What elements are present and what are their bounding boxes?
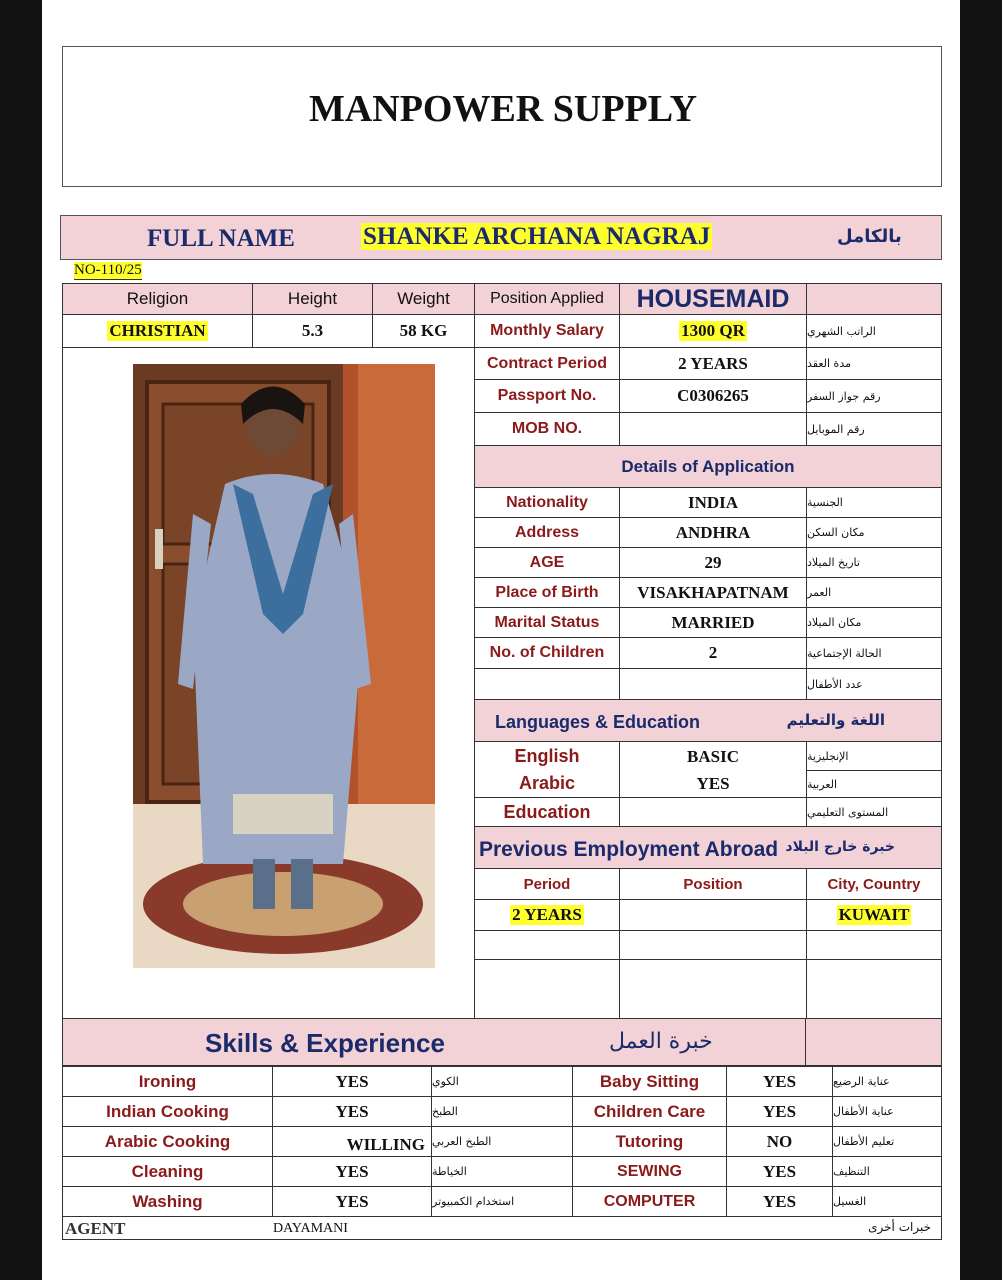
blank-detail-arabic: عدد الأطفال [806, 668, 942, 700]
employment-blank-2b [619, 959, 807, 1019]
passport-value: C0306265 [619, 379, 807, 413]
mobile-label: MOB NO. [474, 412, 620, 446]
english-value: BASIC [619, 741, 807, 771]
position-col-header: Position [619, 868, 807, 900]
contract-period-value: 2 YEARS [619, 347, 807, 380]
address-label: Address [474, 517, 620, 548]
age-label: AGE [474, 547, 620, 578]
employment-heading: Previous Employment Abroad [479, 838, 779, 861]
education-arabic: المستوى التعليمي [806, 797, 942, 827]
full-name-value [361, 223, 712, 251]
english-arabic: الإنجليزية [806, 741, 942, 771]
skill-children-care-arabic: عناية الأطفال [832, 1096, 942, 1127]
skill-baby-sitting-arabic: عناية الرضيع [832, 1066, 942, 1097]
monthly-salary-value: 1300 QR [681, 321, 745, 340]
education-label: Education [474, 797, 620, 827]
skill-baby-sitting-value: YES [726, 1066, 833, 1097]
monthly-salary-arabic: الراتب الشهري [806, 314, 942, 348]
details-heading: Details of Application [474, 445, 942, 488]
position-value: HOUSEMAID [619, 283, 807, 315]
employment-arabic: خبرة خارج البلاد [785, 839, 895, 855]
passport-arabic: رقم جواز السفر [806, 379, 942, 413]
nationality-value: INDIA [619, 487, 807, 518]
mobile-arabic: رقم الموبايل [806, 412, 942, 446]
skills-heading-divider [805, 1019, 806, 1067]
skills-arabic: خبرة العمل [609, 1029, 713, 1054]
contract-period-label: Contract Period [474, 347, 620, 380]
agent-label: AGENT [65, 1219, 126, 1238]
english-label: English [474, 741, 620, 771]
passport-label: Passport No. [474, 379, 620, 413]
address-value: ANDHRA [619, 517, 807, 548]
skill-cleaning-label: Cleaning [62, 1156, 273, 1187]
employment-heading-row [474, 826, 942, 869]
birthplace-label: Place of Birth [474, 577, 620, 608]
arabic-lang-label: Arabic [474, 770, 620, 798]
skill-computer-value: YES [726, 1186, 833, 1217]
marital-status-arabic: مكان الميلاد [806, 607, 942, 638]
skill-ironing-arabic: الكوي [431, 1066, 573, 1097]
city-value: KUWAIT [838, 905, 910, 924]
children-arabic: الحالة الإجتماعية [806, 637, 942, 669]
height-value: 5.3 [252, 314, 373, 348]
reference-number: NO-110/25 [74, 262, 142, 278]
height-header: Height [252, 283, 373, 315]
skills-heading-row [62, 1018, 942, 1066]
education-value [619, 797, 807, 827]
weight-value: 58 KG [372, 314, 475, 348]
arabic-lang-value: YES [619, 770, 807, 798]
skill-children-care-label: Children Care [572, 1096, 727, 1127]
skill-sewing-label: SEWING [572, 1156, 727, 1187]
full-name-text: SHANKE ARCHANA NAGRAJ [363, 223, 711, 250]
city-cell [806, 899, 942, 931]
languages-heading-row [474, 699, 942, 742]
employment-blank-1a [474, 930, 620, 960]
languages-heading: Languages & Education [495, 712, 701, 732]
employment-blank-1b [619, 930, 807, 960]
blank-detail-label [474, 668, 620, 700]
blank-detail-value [619, 668, 807, 700]
languages-arabic: اللغة والتعليم [786, 711, 885, 729]
skill-ironing-value: YES [272, 1066, 432, 1097]
skill-computer-label: COMPUTER [572, 1186, 727, 1217]
period-cell [474, 899, 620, 931]
skill-tutoring-arabic: تعليم الأطفال [832, 1126, 942, 1157]
full-name-label: FULL NAME [147, 225, 295, 252]
position-cell [619, 899, 807, 931]
skill-children-care-value: YES [726, 1096, 833, 1127]
period-value: 2 YEARS [512, 905, 582, 924]
skill-sewing-value: YES [726, 1156, 833, 1187]
children-value: 2 [619, 637, 807, 669]
title-box [62, 46, 942, 187]
skill-cleaning-arabic: الخياطة [431, 1156, 573, 1187]
skill-washing-arabic: استخدام الكمبيوتر [431, 1186, 573, 1217]
arabic-lang-arabic: العربية [806, 770, 942, 798]
marital-status-value: MARRIED [619, 607, 807, 638]
skill-arabic-cooking-arabic: الطبخ العربي [431, 1126, 573, 1157]
religion-header: Religion [62, 283, 253, 315]
children-label: No. of Children [474, 637, 620, 669]
nationality-arabic: الجنسية [806, 487, 942, 518]
monthly-salary-label: Monthly Salary [474, 314, 620, 348]
religion-value: CHRISTIAN [109, 321, 206, 340]
birthplace-arabic: العمر [806, 577, 942, 608]
name-row [60, 215, 942, 260]
skill-indian-cooking-arabic: الطبخ [431, 1096, 573, 1127]
marital-status-label: Marital Status [474, 607, 620, 638]
skill-baby-sitting-label: Baby Sitting [572, 1066, 727, 1097]
age-arabic: تاريخ الميلاد [806, 547, 942, 578]
skill-ironing-label: Ironing [62, 1066, 273, 1097]
employment-blank-2a [474, 959, 620, 1019]
skill-washing-value: YES [272, 1186, 432, 1217]
position-arabic-cell [806, 283, 942, 315]
employment-blank-2c [806, 959, 942, 1019]
nationality-label: Nationality [474, 487, 620, 518]
skill-computer-arabic: الغسيل [832, 1186, 942, 1217]
period-header: Period [474, 868, 620, 900]
footer-row [62, 1216, 942, 1240]
full-name-arabic: بالكامل [837, 226, 902, 247]
skill-tutoring-value: NO [726, 1126, 833, 1157]
city-country-header: City, Country [806, 868, 942, 900]
agent-name: DAYAMANI [273, 1221, 348, 1236]
skill-arabic-cooking-value: WILLING [272, 1126, 432, 1157]
skill-washing-label: Washing [62, 1186, 273, 1217]
person-photo [133, 364, 435, 968]
skill-indian-cooking-label: Indian Cooking [62, 1096, 273, 1127]
left-edge [0, 0, 42, 1280]
skills-heading: Skills & Experience [205, 1028, 445, 1058]
employment-blank-1c [806, 930, 942, 960]
skill-arabic-cooking-label: Arabic Cooking [62, 1126, 273, 1157]
mobile-value [619, 412, 807, 446]
weight-header: Weight [372, 283, 475, 315]
right-edge [960, 0, 1002, 1280]
skill-sewing-arabic: التنظيف [832, 1156, 942, 1187]
photo-area [62, 347, 475, 1019]
page-title: MANPOWER SUPPLY [308, 88, 698, 130]
contract-period-arabic: مدة العقد [806, 347, 942, 380]
skill-indian-cooking-value: YES [272, 1096, 432, 1127]
monthly-salary-cell [619, 314, 807, 348]
religion-cell [62, 314, 253, 348]
skill-tutoring-label: Tutoring [572, 1126, 727, 1157]
footer-arabic: خبرات أخرى [868, 1220, 931, 1234]
address-arabic: مكان السكن [806, 517, 942, 548]
birthplace-value: VISAKHAPATNAM [619, 577, 807, 608]
position-applied-header: Position Applied [474, 283, 620, 315]
age-value: 29 [619, 547, 807, 578]
document-page [42, 0, 960, 1280]
skill-cleaning-value: YES [272, 1156, 432, 1187]
